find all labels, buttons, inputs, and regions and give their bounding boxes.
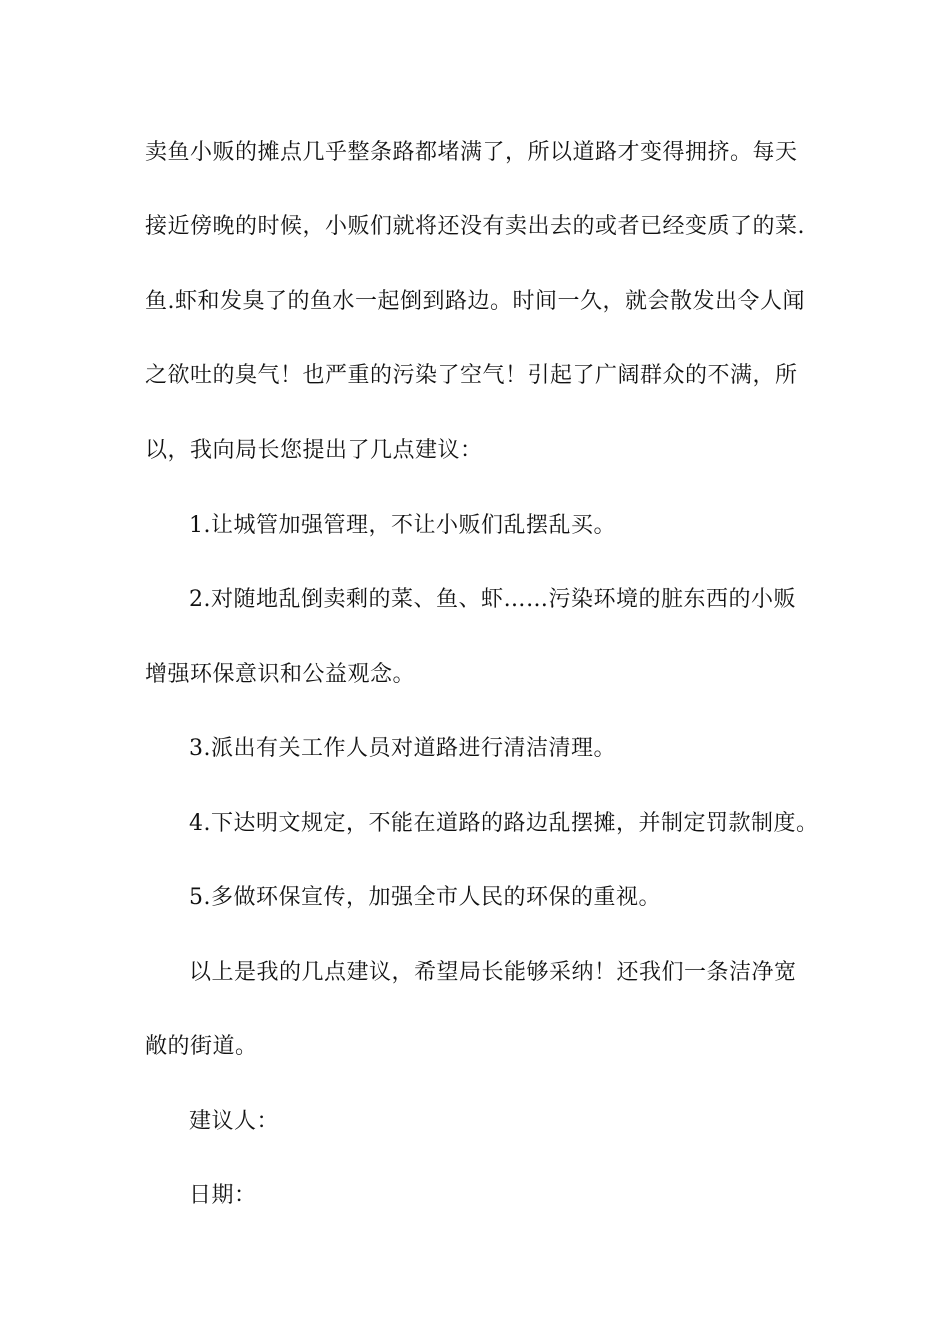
signature-label: 建议人： — [189, 1109, 280, 1134]
body-text-line: 鱼.虾和发臭了的鱼水一起倒到路边。时间一久，就会散发出令人闻 — [145, 289, 805, 314]
closing-text-line: 以上是我的几点建议，希望局长能够采纳！还我们一条洁净宽 — [189, 960, 797, 985]
suggestion-item: 2.对随地乱倒卖剩的菜、鱼、虾……污染环境的脏东西的小贩 — [189, 587, 796, 612]
date-label: 日期： — [189, 1183, 257, 1208]
suggestion-item: 4.下达明文规定，不能在道路的路边乱摆摊，并制定罚款制度。 — [189, 811, 819, 836]
body-text-line: 接近傍晚的时候，小贩们就将还没有卖出去的或者已经变质了的菜. — [145, 214, 805, 239]
suggestion-item: 3.派出有关工作人员对道路进行清洁清理。 — [189, 736, 616, 761]
body-text-line: 之欲吐的臭气！也严重的污染了空气！引起了广阔群众的不满，所 — [145, 363, 798, 388]
suggestion-item: 5.多做环保宣传，加强全市人民的环保的重视。 — [189, 885, 661, 910]
body-text-line: 卖鱼小贩的摊点几乎整条路都堵满了，所以道路才变得拥挤。每天 — [145, 140, 798, 165]
suggestion-item: 1.让城管加强管理，不让小贩们乱摆乱买。 — [189, 513, 616, 538]
closing-text-line: 敞的街道。 — [145, 1034, 258, 1059]
suggestion-item-continuation: 增强环保意识和公益观念。 — [145, 662, 416, 687]
body-text-line: 以，我向局长您提出了几点建议： — [145, 438, 483, 463]
